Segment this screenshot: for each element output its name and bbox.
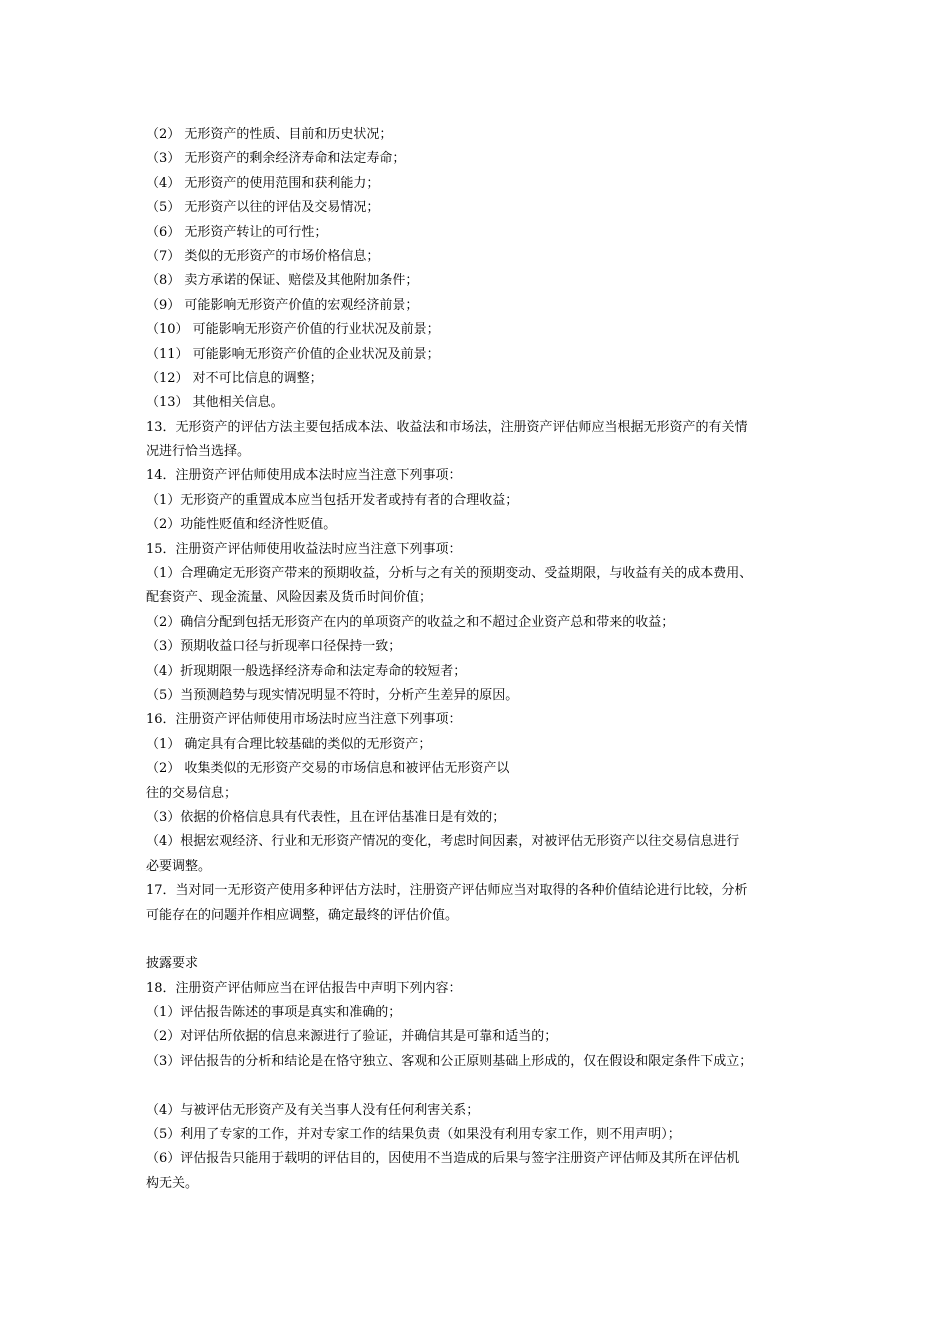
clause-15-item-1-line-2: 配套资产、现金流量、风险因素及货币时间价值； [146, 590, 433, 606]
clause-16-heading: 16．注册资产评估师使用市场法时应当注意下列事项： [146, 712, 462, 728]
section-heading-disclosure: 披露要求 [146, 956, 199, 972]
clause-18-item-5: （5）利用了专家的工作，并对专家工作的结果负责（如果没有利用专家工作，则不用声明）； [146, 1127, 681, 1143]
list-item-3: （3） 无形资产的剩余经济寿命和法定寿命； [146, 151, 406, 167]
clause-14-item-2: （2）功能性贬值和经济性贬值。 [146, 517, 337, 533]
clause-16-item-2-line-1: （2） 收集类似的无形资产交易的市场信息和被评估无形资产以 [146, 761, 510, 777]
clause-18-item-1: （1）评估报告陈述的事项是真实和准确的； [146, 1005, 402, 1021]
clause-14-heading: 14．注册资产评估师使用成本法时应当注意下列事项： [146, 468, 462, 484]
clause-18-item-3: （3）评估报告的分析和结论是在恪守独立、客观和公正原则基础上形成的，仅在假设和限定条件下成立； [146, 1053, 753, 1069]
clause-15-item-4: （4）折现期限一般选择经济寿命和法定寿命的较短者； [146, 663, 467, 679]
document-page [146, 123, 816, 1196]
clause-16-item-1: （1） 确定具有合理比较基础的类似的无形资产； [146, 736, 432, 752]
list-item-2: （2） 无形资产的性质、目前和历史状况； [146, 127, 393, 142]
list-item-10: （10） 可能影响无形资产价值的行业状况及前景； [146, 322, 440, 338]
clause-14-item-1: （1）无形资产的重置成本应当包括开发者或持有者的合理收益； [146, 492, 519, 508]
list-item-7: （7） 类似的无形资产的市场价格信息； [146, 248, 380, 264]
list-item-13: （13） 其他相关信息。 [146, 395, 284, 411]
list-item-8: （8） 卖方承诺的保证、赔偿及其他附加条件； [146, 273, 419, 289]
clause-18-item-6-line-2: 构无关。 [146, 1175, 199, 1191]
list-item-6: （6） 无形资产转让的可行性； [146, 224, 328, 240]
list-item-11: （11） 可能影响无形资产价值的企业状况及前景； [146, 346, 440, 362]
clause-13-line-1: 13．无形资产的评估方法主要包括成本法、收益法和市场法，注册资产评估师应当根据无形资产的有关情 [146, 419, 748, 435]
list-item-5: （5） 无形资产以往的评估及交易情况； [146, 200, 380, 216]
clause-13-line-2: 况进行恰当选择。 [146, 444, 251, 460]
clause-18-heading: 18．注册资产评估师应当在评估报告中声明下列内容： [146, 980, 462, 996]
clause-17-line-1: 17．当对同一无形资产使用多种评估方法时，注册资产评估师应当对取得的各种价值结论进行比较，分析 [146, 883, 748, 899]
clause-16-item-4-line-1: （4）根据宏观经济、行业和无形资产情况的变化，考虑时间因素，对被评估无形资产以往交易信息进行 [146, 834, 740, 850]
clause-17-line-2: 可能存在的问题并作相应调整，确定最终的评估价值。 [146, 907, 459, 923]
clause-15-item-1-line-1: （1）合理确定无形资产带来的预期收益，分析与之有关的预期变动、受益期限，与收益有关的成本费用、 [146, 566, 753, 582]
clause-16-item-2-line-2: 往的交易信息； [146, 785, 238, 801]
clause-15-item-3: （3）预期收益口径与折现率口径保持一致； [146, 639, 402, 655]
list-item-12: （12） 对不可比信息的调整； [146, 370, 323, 386]
list-item-9: （9） 可能影响无形资产价值的宏观经济前景； [146, 297, 419, 313]
blank-line [146, 928, 816, 952]
list-item-4: （4） 无形资产的使用范围和获利能力； [146, 175, 380, 191]
blank-line [146, 1074, 816, 1098]
clause-18-item-4: （4）与被评估无形资产及有关当事人没有任何利害关系； [146, 1102, 480, 1118]
clause-15-item-5: （5）当预测趋势与现实情况明显不符时，分析产生差异的原因。 [146, 687, 519, 703]
clause-15-item-2: （2）确信分配到包括无形资产在内的单项资产的收益之和不超过企业资产总和带来的收益； [146, 614, 675, 630]
clause-16-item-4-line-2: 必要调整。 [146, 858, 212, 874]
clause-18-item-6-line-1: （6）评估报告只能用于载明的评估目的，因使用不当造成的后果与签字注册资产评估师及其所在评估机 [146, 1151, 740, 1167]
clause-18-item-2: （2）对评估所依据的信息来源进行了验证，并确信其是可靠和适当的； [146, 1029, 558, 1045]
clause-16-item-3: （3）依据的价格信息具有代表性，且在评估基准日是有效的； [146, 809, 506, 825]
clause-15-heading: 15．注册资产评估师使用收益法时应当注意下列事项： [146, 541, 462, 557]
